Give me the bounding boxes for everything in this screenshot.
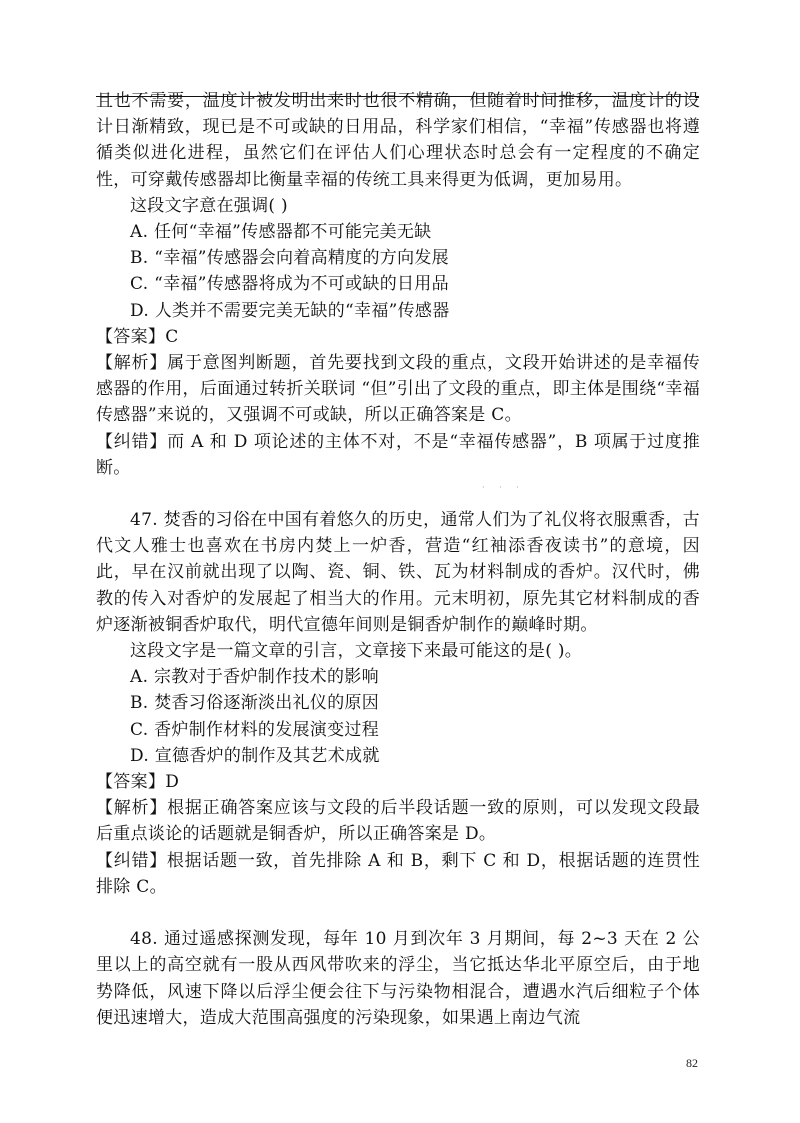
q46-stem: 这段文字意在强调( ) [130,195,288,216]
q47-option-a: A. 宗教对于香炉制作技术的影响 [130,667,379,688]
q47-analysis [96,795,700,847]
q47-answer-value: D [165,772,180,793]
q46-answer-tag: 【答案】 [96,326,166,347]
q47-answer [96,769,700,795]
q47-stem: 这段文字是一篇文章的引言，文章接下来最可能这的是( )。 [130,641,583,662]
q46-option-b: B. “幸福”传感器会向着高精度的方向发展 [130,248,449,269]
q47-option-c: C. 香炉制作材料的发展演变过程 [130,719,380,740]
q47-option-b: B. 焚香习俗逐渐淡出礼仪的原因 [130,693,380,714]
q47-analysis-tag: 【解析】 [96,798,168,819]
q47-passage: 47. 焚香的习俗在中国有着悠久的历史，通常人们为了礼仪将衣服熏香，古代文人雅士也喜欢在书房内焚上一炉香，营造“红袖添香夜读书”的意境，因此，早在汉前就出现了以陶、瓷、铜、铁、瓦为材料制成的香炉。汉代时，佛教的传入对香炉的发展起了相当大的作用。元末明初，原先其它材料制成的香炉逐渐被铜香炉取代，明代宣德年间则是铜香炉制作的巅峰时期。 [96,510,700,635]
q47-analysis-text: 根据正确答案应该与文段的后半段话题一致的原则，可以发现文段最后重点谈论的话题就是铜香炉，所以正确答案是 D。 [96,798,701,845]
page-number: 82 [686,1056,698,1070]
continuation-paragraph: 且也不需要，温度计被发明出来时也很不精确，但随着时间推移，温度计的设计日渐精致，现已是不可或缺的日用品，科学家们相信，“幸福”传感器也将遵循类似进化进程，虽然它们在评估人们心理状态时总会有一定程度的不确定性，可穿戴传感器却比衡量幸福的传统工具来得更为低调，更加易用。 [96,91,700,190]
q46-error-tag: 【纠错】 [96,431,168,452]
q46-error-text: 而 A 和 D 项论述的主体不对，不是“幸福传感器”，B 项属于过度推断。 [96,431,700,478]
q47-error-tag: 【纠错】 [96,850,167,871]
q47-answer-tag: 【答案】 [96,772,166,793]
q47-option-d: D. 宣德香炉的制作及其艺术成就 [130,745,380,766]
q48-passage: 48. 通过遥感探测发现，每年 10 月到次年 3 月期间，每 2~3 天在 2 公里以上的高空就有一股从西风带吹来的浮尘，当它抵达华北平原空后，由于地势降低，风速下降以后浮尘便会往下与污染物相混合，遭遇水汽后细粒子个体便迅速增大，造成大范围高强度的污染现象，如果遇上南边气流 [96,929,700,1028]
faint-dots: · · · [482,483,525,492]
q47-error [96,848,700,900]
q46-answer [96,324,700,350]
q46-analysis [96,350,700,429]
q47-error-text: 根据话题一致，首先排除 A 和 B，剩下 C 和 D，根据话题的连贯性排除 C。 [96,850,700,897]
q46-analysis-tag: 【解析】 [96,353,168,374]
q46-answer-value: C [165,326,179,347]
q46-analysis-text: 属于意图判断题，首先要找到文段的重点，文段开始讲述的是幸福传感器的作用，后面通过转折关联词 “但”引出了文段的重点，即主体是围绕“幸福传感器”来说的，又强调不可或缺，所以正确答案是 C。 [96,353,701,426]
page-content [96,88,700,1031]
q46-option-c: C. “幸福”传感器将成为不可或缺的日用品 [130,274,449,295]
q46-option-d: D. 人类并不需要完美无缺的“幸福”传感器 [130,300,450,321]
spacer [96,481,700,507]
q46-error [96,429,700,481]
q46-option-a: A. 任何“幸福”传感器都不可能完美无缺 [130,222,432,243]
spacer [96,900,700,926]
